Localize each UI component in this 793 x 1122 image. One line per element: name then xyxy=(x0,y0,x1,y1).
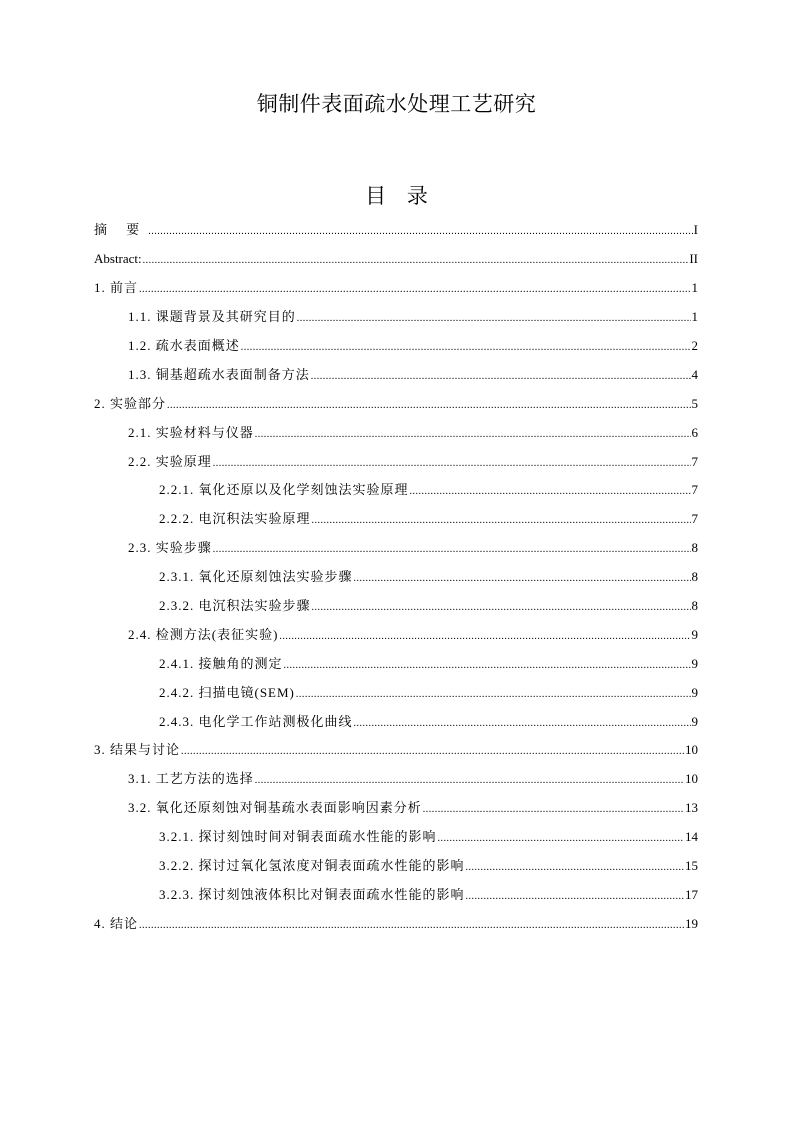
toc-page-number: 6 xyxy=(691,424,698,440)
toc-leader xyxy=(296,687,691,703)
toc-leader xyxy=(466,860,684,876)
toc-leader xyxy=(167,398,690,414)
toc-entry-title: 1. 前言 xyxy=(94,280,139,296)
toc-entry[interactable] xyxy=(94,649,698,678)
table-of-contents xyxy=(94,216,698,938)
toc-page-number: 1 xyxy=(691,280,698,296)
toc-page-number: 10 xyxy=(685,742,698,758)
toc-page-number: 2 xyxy=(691,338,698,353)
toc-page-number: 8 xyxy=(691,598,698,614)
toc-entry[interactable] xyxy=(94,534,698,563)
toc-page-number: 13 xyxy=(685,800,698,816)
toc-leader xyxy=(143,253,689,269)
toc-entry[interactable] xyxy=(94,794,698,823)
toc-leader xyxy=(423,802,684,818)
toc-entry-title: 2.4.2. 扫描电镜(SEM) xyxy=(159,684,295,700)
toc-leader xyxy=(284,658,691,674)
toc-entry[interactable] xyxy=(94,707,698,736)
toc-entry[interactable] xyxy=(94,447,698,476)
toc-entry-title: 2.2.1. 氧化还原以及化学刻蚀法实验原理 xyxy=(159,482,409,498)
toc-page-number: 7 xyxy=(691,511,698,527)
toc-page-number: 8 xyxy=(691,540,698,556)
toc-page-number: 9 xyxy=(691,713,698,729)
toc-entry[interactable] xyxy=(94,852,698,881)
toc-leader xyxy=(213,456,691,472)
toc-page-number: 9 xyxy=(691,626,698,642)
toc-page-number: 7 xyxy=(691,453,698,469)
toc-entry[interactable] xyxy=(94,880,698,909)
toc-entry[interactable] xyxy=(94,418,698,447)
toc-page-number: I xyxy=(693,222,698,238)
toc-entry[interactable] xyxy=(94,620,698,649)
toc-entry[interactable] xyxy=(94,765,698,794)
toc-page-number: 15 xyxy=(685,858,698,874)
toc-leader xyxy=(297,311,691,327)
toc-entry-title: 3.2. 氧化还原刻蚀对铜基疏水表面影响因素分析 xyxy=(128,800,422,816)
toc-page-number: 14 xyxy=(685,829,698,845)
toc-page-number: II xyxy=(689,251,698,267)
toc-entry-title: 2.4.1. 接触角的测定 xyxy=(159,655,283,671)
toc-entry-title: 3.2.3. 探讨刻蚀液体积比对铜表面疏水性能的影响 xyxy=(159,886,465,902)
toc-heading: 目 录 xyxy=(365,184,428,208)
toc-page-number: 5 xyxy=(691,395,698,411)
toc-entry-title: 1.2. 疏水表面概述 xyxy=(128,338,240,353)
toc-leader xyxy=(354,716,691,732)
toc-entry-title: 3.1. 工艺方法的选择 xyxy=(128,771,254,787)
toc-leader xyxy=(466,889,684,905)
toc-entry-title: 2.1. 实验材料与仪器 xyxy=(128,424,254,440)
toc-leader xyxy=(255,427,691,443)
toc-page-number: 9 xyxy=(691,655,698,671)
toc-leader xyxy=(438,831,684,847)
toc-leader xyxy=(181,744,684,760)
toc-entry-title: 2.2. 实验原理 xyxy=(128,453,212,469)
toc-leader xyxy=(139,282,690,298)
toc-leader xyxy=(279,629,690,645)
toc-entry[interactable] xyxy=(94,476,698,505)
toc-entry-title: 2. 实验部分 xyxy=(94,395,167,411)
toc-entry-title: 2.3. 实验步骤 xyxy=(128,540,212,556)
toc-entry[interactable] xyxy=(94,303,698,332)
toc-entry-title: 3. 结果与讨论 xyxy=(94,742,181,758)
toc-entry[interactable] xyxy=(94,592,698,621)
toc-leader xyxy=(139,918,684,934)
toc-entry[interactable] xyxy=(94,736,698,765)
toc-leader xyxy=(410,484,691,500)
toc-entry-title: 3.2.1. 探讨刻蚀时间对铜表面疏水性能的影响 xyxy=(159,829,437,845)
toc-page-number: 8 xyxy=(691,569,698,585)
toc-leader xyxy=(311,369,691,385)
toc-entry[interactable] xyxy=(94,563,698,592)
toc-page-number: 19 xyxy=(685,915,698,931)
toc-entry-title: Abstract: xyxy=(94,251,142,267)
toc-entry[interactable] xyxy=(94,389,698,418)
toc-leader xyxy=(354,571,691,587)
toc-leader xyxy=(312,513,691,529)
toc-entry[interactable] xyxy=(94,245,698,274)
toc-entry[interactable] xyxy=(94,216,698,245)
toc-entry[interactable] xyxy=(94,909,698,938)
toc-leader xyxy=(148,224,692,240)
toc-page-number: 10 xyxy=(685,771,698,787)
toc-entry-title: 2.4. 检测方法(表征实验) xyxy=(128,626,279,642)
toc-entry-title: 2.3.1. 氧化还原刻蚀法实验步骤 xyxy=(159,569,353,585)
toc-page-number: 1 xyxy=(691,309,698,325)
toc-page-number: 4 xyxy=(691,366,698,382)
toc-entry-title: 1.3. 铜基超疏水表面制备方法 xyxy=(128,366,310,382)
toc-page-number: 9 xyxy=(691,684,698,700)
toc-entry-title: 2.4.3. 电化学工作站测极化曲线 xyxy=(159,713,353,729)
toc-page-number: 7 xyxy=(691,482,698,498)
toc-leader xyxy=(241,340,691,356)
toc-entry-title: 2.2.2. 电沉积法实验原理 xyxy=(159,511,311,527)
toc-entry-title: 2.3.2. 电沉积法实验步骤 xyxy=(159,598,311,614)
toc-leader xyxy=(312,600,691,616)
toc-entry[interactable] xyxy=(94,332,698,361)
document-title: 铜制件表面疏水处理工艺研究 xyxy=(256,92,537,116)
toc-page-number: 17 xyxy=(685,886,698,902)
toc-entry-title: 4. 结论 xyxy=(94,915,139,931)
toc-entry[interactable] xyxy=(94,274,698,303)
toc-entry-title: 3.2.2. 探讨过氧化氢浓度对铜表面疏水性能的影响 xyxy=(159,858,465,874)
toc-entry-title: 1.1. 课题背景及其研究目的 xyxy=(128,309,296,325)
toc-leader xyxy=(255,773,684,789)
toc-entry-title: 摘 要 xyxy=(94,222,148,238)
toc-entry[interactable] xyxy=(94,678,698,707)
toc-entry[interactable] xyxy=(94,505,698,534)
toc-leader xyxy=(213,542,691,558)
toc-entry[interactable] xyxy=(94,360,698,389)
toc-entry[interactable] xyxy=(94,823,698,852)
